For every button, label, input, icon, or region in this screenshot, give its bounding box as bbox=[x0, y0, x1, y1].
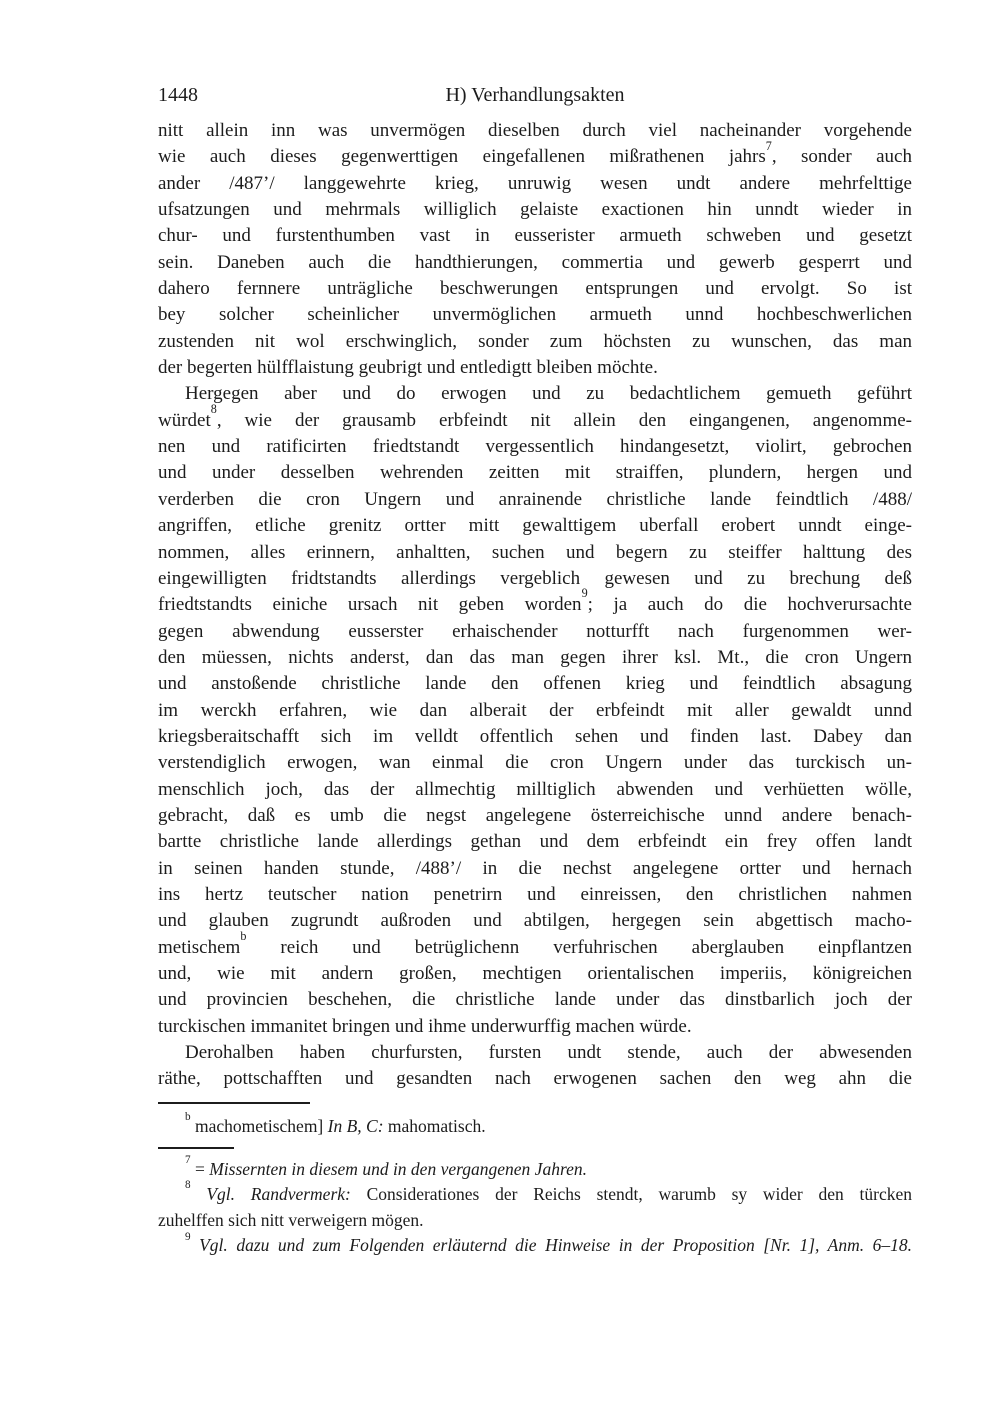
text-line: verderben die cron Ungern und anrainende christliche lande feindtlich /488/ bbox=[158, 488, 912, 510]
paragraph-end-line: turckischen immanitet bringen und ihme underwurffig machen würde. bbox=[158, 1015, 692, 1037]
footnote-9-text: Vgl. dazu und zum Folgenden erläuternd die Hinweise in der Proposition [Nr. 1], Anm. 6–18. bbox=[190, 1235, 912, 1256]
text-line: gegen abwendung eusserster erhaischender notturfft nach furgenommen wer- bbox=[158, 620, 912, 642]
text-segment: würdet bbox=[158, 409, 211, 431]
text-line: und under desselben wehrenden zeitten mit straiffen, plundern, hergen und bbox=[158, 462, 912, 484]
text-line: und, wie mit andern großen, mechtigen orientalischen imperiis, königreichen bbox=[158, 963, 912, 984]
apparatus-note-b bbox=[158, 1110, 912, 1140]
text-line: den müessen, nichts anderst, dan das man gegen ihrer ksl. Mt., die cron Ungern bbox=[158, 646, 912, 668]
text-segment: friedtstandts einiche ursach nit geben worden bbox=[158, 594, 582, 616]
text-segment: , wie der grausamb erbfeindt nit allein den eingangenen, angenomme- bbox=[216, 409, 912, 431]
text-segment: , sonder auch bbox=[771, 146, 912, 168]
text-line bbox=[158, 586, 912, 618]
footnote-7-eq: = bbox=[190, 1158, 210, 1179]
apparatus-rule bbox=[158, 1102, 310, 1104]
text-line: nen und ratificirten friedtstandt vergessentlich hindangesetzt, violirt, gebrochen bbox=[158, 436, 912, 458]
main-text bbox=[158, 118, 912, 1093]
apparatus-marker-b: b bbox=[185, 1110, 191, 1123]
footnote-8-line-1 bbox=[158, 1179, 912, 1208]
critical-apparatus bbox=[158, 1102, 912, 1139]
text-line: chur- und furstenthumben vast in eusserister armueth schweben und gesetzt bbox=[158, 225, 912, 247]
text-line: zustenden nit wol erschwinglich, sonder zum höchsten zu wunschen, das man bbox=[158, 330, 912, 352]
footnotes-section bbox=[158, 1147, 912, 1259]
footnote-8-line-2: zuhelffen sich nitt verweigern mögen. bbox=[158, 1209, 424, 1230]
paragraph-start-line: Derohalben haben churfursten, fursten undt stende, auch der abwesenden bbox=[185, 1042, 912, 1064]
text-segment: reich und betrüglichenn verfuhrischen aberglauben einpflantzen bbox=[246, 936, 912, 958]
text-line: im werckh erfahren, wie dan alberait der erbfeindt mit aller gewaldt unnd bbox=[158, 699, 912, 721]
text-segment: metischem bbox=[158, 936, 241, 958]
running-title: H) Verhandlungsakten bbox=[445, 84, 625, 106]
text-line: ins hertz teutscher nation penetrirn und einreissen, den christlichen nahmen bbox=[158, 883, 912, 905]
paragraph-start-line: Hergegen aber und do erwogen und zu bedachtlichem gemueth geführt bbox=[185, 383, 912, 405]
apparatus-witnesses: In B, C: bbox=[327, 1115, 388, 1136]
footnote-ref-7: 7 bbox=[765, 138, 772, 153]
text-segment: wie auch dieses gegenwerttigen eingefallenen mißrathenen jahrs bbox=[158, 146, 766, 168]
text-segment: ; ja auch do die hochverursachte bbox=[587, 594, 912, 616]
footnote-7-text: Missernten in diesem und in den vergangenen Jahren. bbox=[209, 1158, 587, 1179]
text-line: und anstoßende christliche lande den offenen krieg und feindtlich absagung bbox=[158, 673, 912, 695]
text-line bbox=[158, 928, 912, 961]
text-line: ander /487’/ langgewehrte krieg, unruwig wesen undt andere mehrfelttige bbox=[158, 172, 912, 194]
text-line: angriffen, etliche grenitz ortter mitt gewalttigem uberfall erobert unndt einge- bbox=[158, 515, 912, 537]
text-line: bey solcher scheinlicher unvermöglichen armueth unnd hochbeschwerlichen bbox=[158, 304, 912, 326]
text-line bbox=[158, 138, 912, 170]
footnote-ref-8: 8 bbox=[210, 401, 217, 416]
text-line: eingewilligten fridtstandts allerdings vergeblich gewesen und zu brechung deß bbox=[158, 567, 912, 589]
text-line: in seinen handen stunde, /488’/ in die nechst angelegene ortter und hernach bbox=[158, 857, 912, 879]
text-line: nommen, alles erinnern, anhaltten, suchen und begern zu steiffer halttung des bbox=[158, 541, 912, 563]
text-line: gebracht, daß es umb die negst angelegene österreichische unnd andere benach- bbox=[158, 804, 912, 826]
running-header bbox=[158, 84, 912, 110]
text-line: menschlich joch, das der allmechtig milltiglich abwenden und verhüetten wölle, bbox=[158, 778, 912, 800]
text-line: ufsatzungen und mehrmals williglich gelaiste exactionen hin unndt wieder in bbox=[158, 199, 912, 221]
text-line: verstendiglich erwogen, wan einmal die cron Ungern under das turckisch un- bbox=[158, 752, 912, 774]
text-line: dahero fernnere unträgliche beschwerungen entsprungen und ervolgt. So ist bbox=[158, 278, 912, 300]
text-line: und glauben zugrundt außroden und abtilgen, hergegen sein abgettisch macho- bbox=[158, 910, 912, 932]
text-line: bartte christliche lande allerdings gethan und dem erbfeindt ein frey offen landt bbox=[158, 831, 912, 853]
footnote-8-lead: Vgl. Randvermerk: bbox=[190, 1184, 367, 1205]
text-line: nitt allein inn was unvermögen dieselben durch viel nacheinander vorgehende bbox=[158, 120, 912, 141]
text-line: sein. Daneben auch die handthierungen, commertia und gewerb gesperrt und bbox=[158, 251, 912, 273]
footnote-8-text: Considerationes der Reichs stendt, warumb sy wider den türcken bbox=[366, 1184, 912, 1205]
footnote-ref-9: 9 bbox=[581, 586, 588, 601]
footnote-rule bbox=[158, 1147, 234, 1149]
apparatus-ref-b: b bbox=[240, 928, 247, 943]
paragraph-end-line: der begerten hülfflaistung geubrigt und entledigtt bleiben möchte. bbox=[158, 357, 658, 379]
footnote-9 bbox=[158, 1230, 912, 1259]
text-line: räthe, pottschafften und gesandten nach erwogenen sachen den weg ahn die bbox=[158, 1068, 912, 1090]
page-number: 1448 bbox=[158, 84, 198, 106]
footnote-8-marker: 8 bbox=[185, 1179, 191, 1192]
footnote-7 bbox=[158, 1153, 912, 1183]
apparatus-reading: mahomatisch. bbox=[387, 1115, 486, 1136]
footnote-7-marker: 7 bbox=[185, 1153, 191, 1166]
text-line: kriegsberaitschafft sich im velldt offentlich sehen und finden last. Dabey dan bbox=[158, 725, 912, 747]
text-line: und provincien beschehen, die christliche lande under das dinstbarlich joch der bbox=[158, 989, 912, 1011]
text-line bbox=[158, 401, 912, 434]
footnote-9-marker: 9 bbox=[185, 1230, 191, 1243]
apparatus-lemma: machometischem] bbox=[190, 1115, 328, 1136]
